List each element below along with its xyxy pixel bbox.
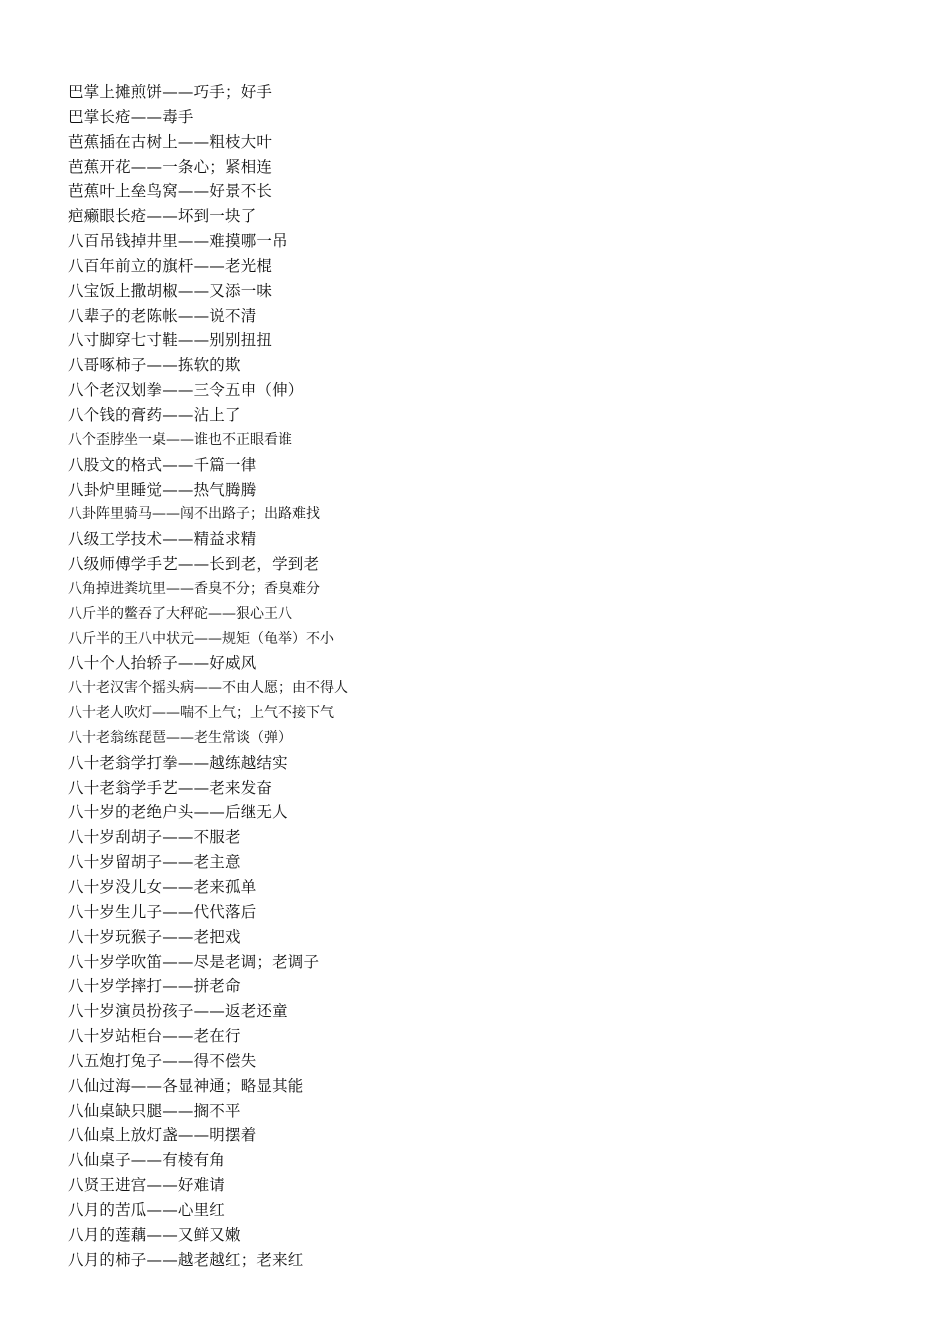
text-line: 八角掉进粪坑里——香臭不分；香臭难分 [68, 580, 320, 597]
text-line: 八十岁生儿子——代代落后 [68, 902, 257, 921]
text-line: 八十老人吹灯——喘不上气；上气不接下气 [68, 705, 334, 722]
text-line: 八十岁没儿女——老来孤单 [68, 878, 257, 896]
document-page [68, 80, 888, 1273]
text-line: 八十岁的老绝户头——后继无人 [68, 803, 288, 822]
text-line: 巴掌上摊煎饼——巧手；好手 [68, 83, 273, 101]
text-line: 八仙桌缺只腿——搁不平 [68, 1101, 241, 1120]
text-line: 八十老汉害个摇头病——不由人愿；由不得人 [68, 680, 348, 697]
text-line: 八辈子的老陈帐——说不清 [68, 306, 257, 325]
text-line: 八十岁刮胡子——不服老 [68, 828, 241, 847]
text-line: 八仙桌上放灯盏——明摆着 [68, 1126, 257, 1145]
text-line: 巴掌长疮——毒手 [68, 107, 194, 126]
text-line: 八个钱的膏药——沾上了 [68, 405, 241, 424]
text-line: 八五炮打兔子——得不偿失 [68, 1051, 257, 1070]
text-line: 八仙桌子——有棱有角 [68, 1151, 226, 1170]
text-line: 八哥啄柿子——拣软的欺 [68, 356, 241, 375]
text-line: 八百吊钱掉井里——难摸哪一吊 [68, 232, 288, 251]
text-line: 八月的苦瓜——心里红 [68, 1200, 226, 1219]
text-line: 疤癞眼长疮——坏到一块了 [68, 207, 257, 226]
text-line: 八个歪脖坐一桌——谁也不正眼看谁 [68, 431, 292, 448]
text-line: 八十岁学吹笛——尽是老调；老调子 [68, 952, 320, 971]
text-line: 八十岁留胡子——老主意 [68, 853, 241, 872]
text-line: 八个老汉划拳——三令五申（伸） [68, 381, 304, 400]
text-line: 八十老翁学打拳——越练越结实 [68, 753, 288, 772]
text-line: 八股文的格式——千篇一律 [68, 455, 257, 474]
text-line: 八十老翁学手艺——老来发奋 [68, 778, 273, 797]
text-line: 八斤半的鳖吞了大秤砣——狠心王八 [68, 605, 292, 622]
text-line: 八十岁学摔打——拼老命 [68, 977, 241, 996]
text-line: 八十个人抬轿子——好威风 [68, 654, 257, 673]
text-line: 芭蕉开花——一条心；紧相连 [68, 157, 273, 176]
text-line: 八宝饭上撒胡椒——又添一味 [68, 281, 273, 300]
text-line: 八十岁站柜台——老在行 [68, 1027, 241, 1046]
text-line: 八级工学技术——精益求精 [68, 530, 257, 549]
text-line: 八百年前立的旗杆——老光棍 [68, 256, 273, 275]
text-line: 八十岁玩猴子——老把戏 [68, 927, 241, 946]
text-line: 八十老翁练琵琶——老生常谈（弹） [68, 729, 292, 746]
text-line: 八寸脚穿七寸鞋——别别扭扭 [68, 331, 273, 350]
text-line: 八级师傅学手艺——长到老，学到老 [68, 555, 320, 574]
text-line: 八月的莲藕——又鲜又嫩 [68, 1225, 241, 1244]
text-line: 八卦阵里骑马——闯不出路子；出路难找 [68, 506, 320, 523]
text-line: 八十岁演员扮孩子——返老还童 [68, 1002, 288, 1021]
text-line: 芭蕉叶上垒鸟窝——好景不长 [68, 182, 273, 201]
text-line: 八斤半的王八中状元——规矩（龟举）不小 [68, 630, 334, 647]
text-line: 八贤王进宫——好难请 [68, 1176, 226, 1195]
text-line: 八仙过海——各显神通；略显其能 [68, 1076, 304, 1095]
text-line: 八卦炉里睡觉——热气腾腾 [68, 480, 257, 499]
text-line: 八月的柿子——越老越红；老来红 [68, 1250, 304, 1269]
text-line: 芭蕉插在古树上——粗枝大叶 [68, 132, 273, 151]
